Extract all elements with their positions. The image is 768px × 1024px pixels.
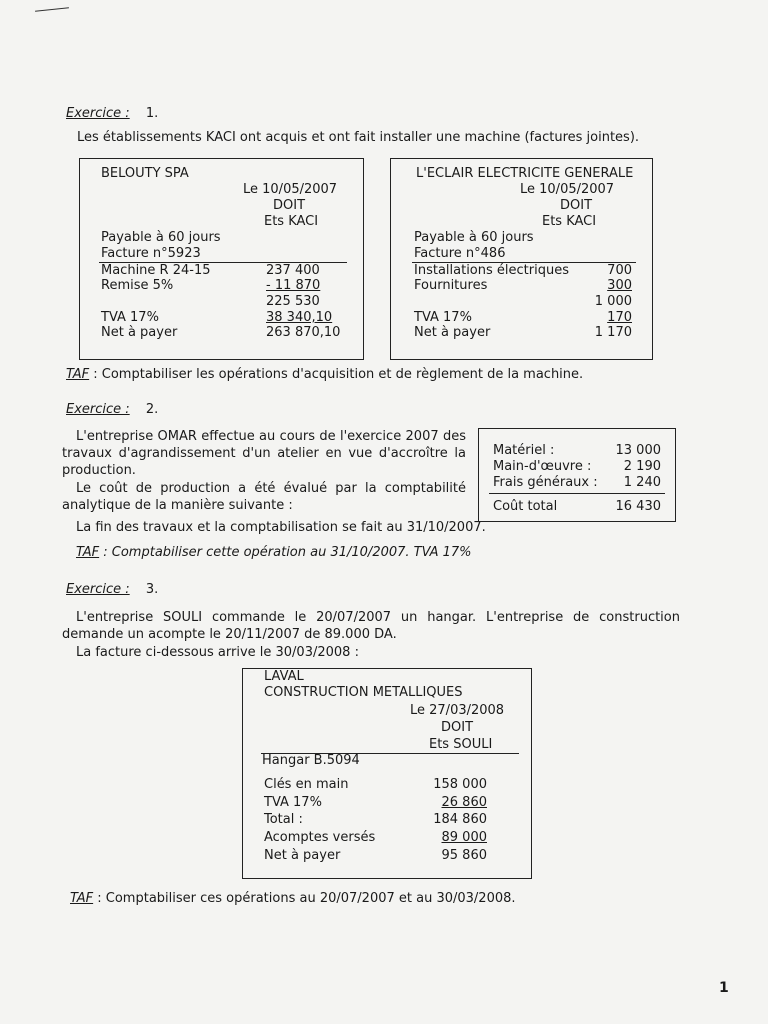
cost-value: 1 240 <box>623 475 661 490</box>
ex3-label: Exercice : <box>66 582 130 597</box>
ex3-task-label: TAF <box>70 891 94 906</box>
cost-total-label: Coût total <box>493 499 558 514</box>
invoice-b-client: Ets KACI <box>542 214 597 229</box>
ex1-number: 1. <box>145 106 159 121</box>
cost-rule <box>489 493 665 494</box>
cost-label: Main-d'œuvre : <box>493 459 592 474</box>
invoice-b-row-value: 700 <box>607 263 632 278</box>
invoice-b-doit: DOIT <box>560 198 593 213</box>
cost-box <box>478 428 676 522</box>
invoice-b-terms: Payable à 60 jours <box>414 230 534 245</box>
invoice-c-row-label: TVA 17% <box>264 795 322 810</box>
invoice-b-row-value: 300 <box>607 278 632 293</box>
cost-total-value: 16 430 <box>615 499 661 514</box>
ex3-paragraph-2: La facture ci-dessous arrive le 30/03/2008 : <box>76 645 359 660</box>
invoice-b-company: L'ECLAIR ELECTRICITE GENERALE <box>416 166 634 181</box>
ex3-number: 3. <box>145 582 159 597</box>
invoice-c-item: Hangar B.5094 <box>262 753 360 768</box>
invoice-c-row-value: 184 860 <box>433 812 487 827</box>
invoice-c-doit: DOIT <box>441 720 474 735</box>
invoice-c-row-value: 158 000 <box>433 777 487 792</box>
invoice-c-row-value: 89 000 <box>441 830 487 845</box>
ex1-task-text: : Comptabiliser les opérations d'acquisition et de règlement de la machine. <box>89 367 584 382</box>
ex3-task <box>70 891 516 906</box>
invoice-a-row-value: 225 530 <box>266 294 320 309</box>
ex3-paragraph-1: L'entreprise SOULI commande le 20/07/2007 un hangar. L'entreprise de construction demande un acompte le 20/11/2007 de 89.000 DA. <box>62 610 680 642</box>
invoice-c-date: Le 27/03/2008 <box>410 703 505 718</box>
invoice-a-row-value: - 11 870 <box>266 278 321 293</box>
cost-label: Frais généraux : <box>493 475 598 490</box>
invoice-a-row-label: TVA 17% <box>101 310 159 325</box>
pen-mark <box>35 7 69 12</box>
ex1-label: Exercice : <box>66 106 130 121</box>
ex2-heading <box>66 402 158 417</box>
ex2-paragraph-3: La fin des travaux et la comptabilisation se fait au 31/10/2007. <box>76 520 486 535</box>
ex2-task-text: : Comptabiliser cette opération au 31/10/2007. TVA 17% <box>99 545 472 560</box>
ex1-intro: Les établissements KACI ont acquis et ont fait installer une machine (factures jointes). <box>77 130 640 145</box>
invoice-a-row-value: 237 400 <box>266 263 320 278</box>
ex1-task-label: TAF <box>66 367 90 382</box>
cost-label: Matériel : <box>493 443 555 458</box>
ex2-paragraph-2: Le coût de production a été évalué par la comptabilité analytique de la manière suivante : <box>62 481 466 513</box>
invoice-c-company-1: LAVAL <box>264 669 304 684</box>
ex2-number: 2. <box>145 402 159 417</box>
invoice-eclair <box>390 158 653 360</box>
invoice-a-client: Ets KACI <box>264 214 319 229</box>
invoice-b-row-value: 1 000 <box>594 294 632 309</box>
invoice-c-row-value: 95 860 <box>441 848 487 863</box>
invoice-a-row-value: 263 870,10 <box>266 325 341 340</box>
ex2-label: Exercice : <box>66 402 130 417</box>
cost-value: 13 000 <box>615 443 661 458</box>
invoice-b-row-value: 1 170 <box>594 325 632 340</box>
invoice-a-date: Le 10/05/2007 <box>243 182 338 197</box>
invoice-b-ref: Facture n°486 <box>414 246 506 261</box>
invoice-b-row-label: Net à payer <box>414 325 491 340</box>
invoice-b-row-value: 170 <box>607 310 632 325</box>
ex2-task <box>76 545 472 560</box>
invoice-a-ref: Facture n°5923 <box>101 246 201 261</box>
invoice-a-doit: DOIT <box>273 198 306 213</box>
invoice-c-row-label: Acomptes versés <box>264 830 376 845</box>
invoice-a-row-label: Net à payer <box>101 325 178 340</box>
invoice-c-row-label: Total : <box>264 812 303 827</box>
invoice-c-row-label: Clés en main <box>264 777 349 792</box>
cost-value: 2 190 <box>623 459 661 474</box>
ex2-paragraph-1: L'entreprise OMAR effectue au cours de l'exercice 2007 des travaux d'agrandissement d'un atelier en vue d'accroître la production. <box>62 429 466 478</box>
invoice-laval <box>242 668 532 879</box>
invoice-a-terms: Payable à 60 jours <box>101 230 221 245</box>
ex1-task <box>66 367 583 382</box>
invoice-c-row-label: Net à payer <box>264 848 341 863</box>
invoice-a-row-label: Machine R 24-15 <box>101 263 211 278</box>
invoice-b-row-label: TVA 17% <box>414 310 472 325</box>
invoice-c-company-2: CONSTRUCTION METALLIQUES <box>264 685 463 700</box>
invoice-b-row-label: Fournitures <box>414 278 488 293</box>
invoice-b-row-label: Installations électriques <box>414 263 569 278</box>
invoice-c-client: Ets SOULI <box>429 737 493 752</box>
ex2-task-label: TAF <box>76 545 100 560</box>
page-number: 1 <box>719 980 729 996</box>
invoice-a-row-value: 38 340,10 <box>266 310 333 325</box>
ex3-task-text: : Comptabiliser ces opérations au 20/07/2007 et au 30/03/2008. <box>93 891 516 906</box>
invoice-a-row-label: Remise 5% <box>101 278 174 293</box>
invoice-c-row-value: 26 860 <box>441 795 487 810</box>
ex3-heading <box>66 582 158 597</box>
invoice-a-company: BELOUTY SPA <box>101 166 189 181</box>
ex1-heading <box>66 106 158 121</box>
invoice-b-date: Le 10/05/2007 <box>520 182 615 197</box>
invoice-belouty <box>79 158 364 360</box>
